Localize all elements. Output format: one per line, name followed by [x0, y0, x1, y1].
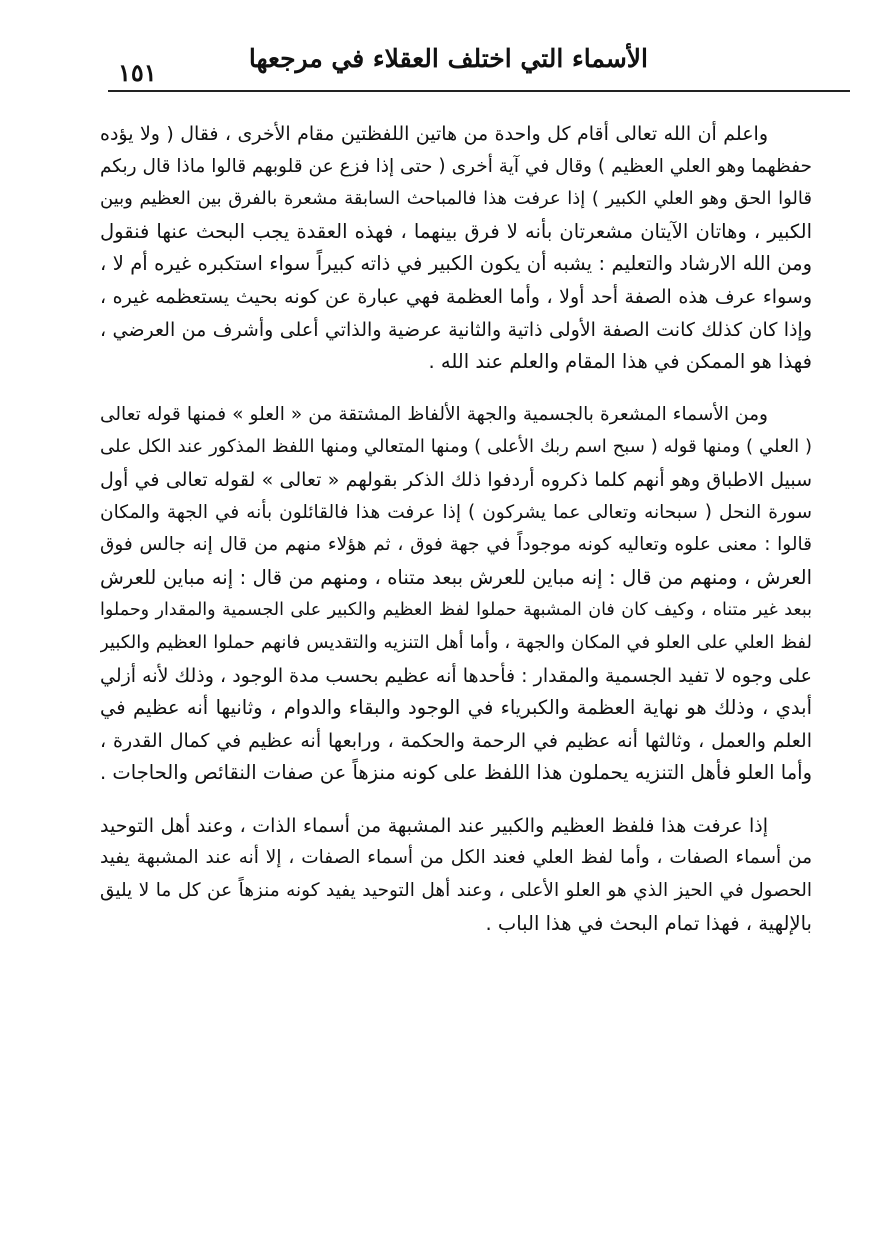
text-line: وإذا كان كذلك كانت الصفة الأولى ذاتية والثانية عرضية والذاتي أعلى وأشرف من العرضي ،: [100, 318, 812, 341]
text-line: من أسماء الصفات ، وأما لفظ العلي فعند الكل من أسماء الصفات ، إلا أنه عند المشبهة يفيد: [100, 847, 812, 869]
text-line: سورة النحل ( سبحانه وتعالى عما يشركون ) إذا عرفت هذا فالقائلون بأنه في الجهة والمكان: [100, 501, 812, 523]
text-line: ببعد غير متناه ، وكيف كان فان المشبهة حملوا لفظ العظيم والكبير على الجسمية والمقدار وحملوا: [100, 600, 812, 621]
header-rule: [108, 90, 850, 92]
text-line: سبيل الاطباق وهو أنهم كلما ذكروه أردفوا ذلك الذكر بقولهم « تعالى » لقوله تعالى في أول: [100, 468, 812, 491]
text-line: ( العلي ) ومنها قوله ( سبح اسم ربك الأعلى ) ومنها المتعالي ومنها اللفظ المذكور عند الكل على: [100, 436, 812, 458]
text-line: بالإلهية ، فهذا تمام البحث في هذا الباب .: [485, 911, 812, 935]
text-line: واعلم أن الله تعالى أقام كل واحدة من هاتين اللفظتين مقام الأخرى ، فقال ( ولا يؤده: [100, 123, 768, 145]
running-title: الأسماء التي اختلف العقلاء في مرجعها: [248, 44, 648, 73]
text-line: الكبير ، وهاتان الآيتان مشعرتان بأنه لا فرق بينهما ، فهذه العقدة يجب البحث عنها فنقول: [100, 219, 812, 243]
text-line: العرش ، ومنهم من قال : إنه مباين للعرش ببعد متناه ، ومنهم من قال : إنه مباين للعرش: [100, 565, 812, 589]
text-line: على وجوه لا تفيد الجسمية والمقدار : فأحدها أنه عظيم بحسب مدة الوجود ، وذلك لأنه أزلي: [100, 664, 812, 687]
text-line: قالوا : معنى علوه وتعاليه كونه موجوداً في جهة فوق ، ثم هؤلاء منهم من قال إنه جالس فوق: [100, 534, 812, 556]
text-line: قالوا الحق وهو العلي الكبير ) إذا عرفت هذا فالمباحث السابقة مشعرة بالفرق بين العظيم وبين: [100, 188, 812, 210]
text-line: لفظ العلي على العلو في المكان والجهة ، وأما أهل التنزيه والتقديس فانهم حملوا العظيم والكبير: [100, 631, 812, 653]
page-header: [108, 40, 848, 88]
text-line: ومن الله الارشاد والتعليم : يشبه أن يكون الكبير في ذاته كبيراً سواء استكبره غيره أم لا ،: [100, 252, 812, 276]
text-line: العلم والعمل ، وثالثها أنه عظيم في الرحمة والحكمة ، ورابعها أنه عظيم في كمال القدرة ،: [100, 729, 812, 752]
paragraph: [100, 810, 812, 940]
text-line: ومن الأسماء المشعرة بالجسمية والجهة الألفاظ المشتقة من « العلو » فمنها قوله تعالى: [100, 403, 768, 425]
text-line: وسواء عرف هذه الصفة أحد أولا ، وأما العظمة فهي عبارة عن كونه بحيث يستعظمه غيره ،: [100, 285, 812, 308]
text-line: فهذا هو الممكن في هذا المقام والعلم عند الله .: [428, 350, 812, 374]
text-line: إذا عرفت هذا فلفظ العظيم والكبير عند المشبهة من أسماء الذات ، وعند أهل التوحيد: [100, 814, 768, 837]
text-line: الحصول في الحيز الذي هو العلو الأعلى ، وعند أهل التوحيد يفيد كونه منزهاً عن كل ما لا يليق: [100, 880, 812, 902]
text-line: وأما العلو فأهل التنزيه يحملون هذا اللفظ على كونه منزهاً عن صفات النقائص والحاجات .: [100, 761, 812, 785]
page-number: ١٥١: [118, 58, 157, 87]
page-body: [100, 118, 812, 960]
paragraph: [100, 118, 812, 379]
text-line: حفظهما وهو العلي العظيم ) وقال في آية أخرى ( حتى إذا فزع عن قلوبهم قالوا ماذا قال ربكم: [100, 155, 812, 177]
text-line: أبدي ، وذلك هو نهاية العظمة والكبرياء في الوجود والبقاء والدوام ، وثانيها أنه عظيم في: [100, 696, 812, 720]
paragraph: [100, 399, 812, 790]
